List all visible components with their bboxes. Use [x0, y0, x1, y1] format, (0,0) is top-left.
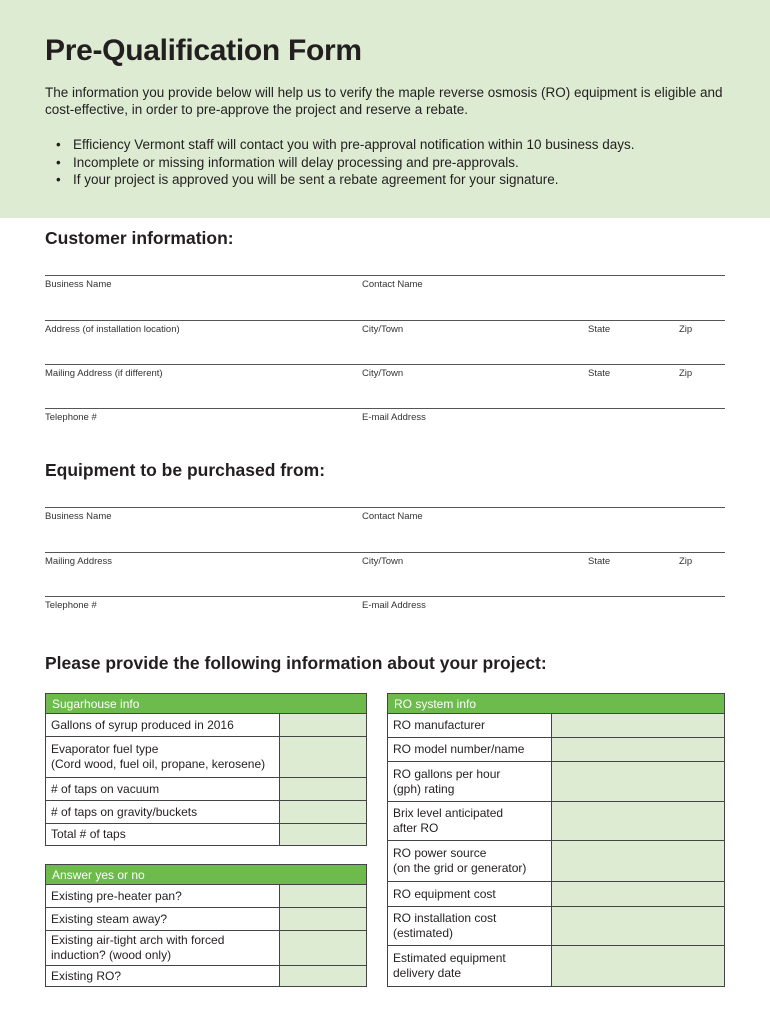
total-taps-input[interactable]: [280, 824, 366, 845]
table-row-label: RO manufacturer: [388, 714, 552, 737]
ro-gph-input[interactable]: [552, 762, 724, 801]
table-row: [46, 931, 366, 966]
vendor-contact-name-field[interactable]: Contact Name: [362, 511, 423, 522]
brix-level-input[interactable]: [552, 802, 724, 840]
table-row-label: Existing RO?: [46, 966, 280, 986]
vendor-city-field[interactable]: City/Town: [362, 556, 404, 567]
mailing-zip-field[interactable]: Zip: [679, 368, 693, 379]
customer-heading: Customer information:: [45, 228, 234, 248]
yes-no-table: [45, 864, 367, 987]
customer-row-1: [45, 275, 725, 319]
table-row: [388, 882, 724, 907]
vendor-row-3: [45, 596, 725, 640]
page-title: Pre-Qualification Form: [45, 34, 362, 67]
table-row: [388, 802, 724, 841]
customer-row-2: [45, 320, 725, 364]
project-heading: Please provide the following information about your project:: [45, 653, 547, 673]
ro-manufacturer-input[interactable]: [552, 714, 724, 737]
vendor-business-name-field[interactable]: Business Name: [45, 511, 112, 522]
table-row-label: Total # of taps: [46, 824, 280, 845]
taps-gravity-input[interactable]: [280, 801, 366, 823]
preheater-pan-input[interactable]: [280, 885, 366, 907]
vendor-telephone-field[interactable]: Telephone #: [45, 600, 97, 611]
table-row: [46, 885, 366, 908]
table-row-label: # of taps on gravity/buckets: [46, 801, 280, 823]
table-row: [388, 907, 724, 946]
table-row-label: Gallons of syrup produced in 2016: [46, 714, 280, 736]
ro-model-input[interactable]: [552, 738, 724, 761]
table-row-label: RO equipment cost: [388, 882, 552, 906]
zip-field[interactable]: Zip: [679, 324, 693, 335]
table-row: [46, 737, 366, 778]
list-item: • Incomplete or missing information will delay processing and pre-approvals.: [56, 154, 635, 172]
intro-text: The information you provide below will help us to verify the maple reverse osmosis (RO) equipment is eligible and cost-effective, in order to pre-approve the project and reserve a rebate.: [45, 85, 723, 117]
email-field[interactable]: E-mail Address: [362, 412, 426, 423]
ro-power-source-input[interactable]: [552, 841, 724, 881]
air-tight-arch-input[interactable]: [280, 931, 366, 965]
table-row: [388, 841, 724, 882]
vendor-row-2: [45, 552, 725, 596]
mailing-city-field[interactable]: City/Town: [362, 368, 404, 379]
syrup-gallons-input[interactable]: [280, 714, 366, 736]
sugarhouse-info-header: Sugarhouse info: [46, 694, 366, 714]
mailing-state-field[interactable]: State: [588, 368, 611, 379]
list-item: • If your project is approved you will be sent a rebate agreement for your signature.: [56, 171, 635, 189]
customer-row-3: [45, 364, 725, 408]
vendor-row-1: [45, 507, 725, 551]
table-row-label: RO gallons per hour (gph) rating: [388, 762, 552, 801]
ro-equipment-cost-input[interactable]: [552, 882, 724, 906]
steam-away-input[interactable]: [280, 908, 366, 930]
contact-name-field[interactable]: Contact Name: [362, 279, 423, 290]
sugarhouse-info-table: [45, 693, 367, 846]
vendor-email-field[interactable]: E-mail Address: [362, 600, 426, 611]
vendor-zip-field[interactable]: Zip: [679, 556, 693, 567]
table-row: [388, 738, 724, 762]
table-row-label: RO model number/name: [388, 738, 552, 761]
business-name-field[interactable]: Business Name: [45, 279, 112, 290]
customer-row-4: [45, 408, 725, 452]
state-field[interactable]: State: [588, 324, 611, 335]
list-item: • Efficiency Vermont staff will contact you with pre-approval notification within 10 business days.: [56, 136, 635, 154]
vendor-mailing-address-field[interactable]: Mailing Address: [45, 556, 113, 567]
ro-installation-cost-input[interactable]: [552, 907, 724, 945]
table-row-label: Existing air-tight arch with forced induction? (wood only): [46, 931, 280, 965]
table-row-label: # of taps on vacuum: [46, 778, 280, 800]
table-row: [388, 714, 724, 738]
telephone-field[interactable]: Telephone #: [45, 412, 97, 423]
delivery-date-input[interactable]: [552, 946, 724, 986]
taps-vacuum-input[interactable]: [280, 778, 366, 800]
vendor-state-field[interactable]: State: [588, 556, 611, 567]
table-row: [46, 966, 366, 986]
table-row: [46, 778, 366, 801]
fuel-type-input[interactable]: [280, 737, 366, 777]
instructions-list: [56, 136, 635, 189]
table-row: [388, 762, 724, 802]
table-row-label: Estimated equipment delivery date: [388, 946, 552, 986]
address-field[interactable]: Address (of installation location): [45, 324, 180, 335]
table-row: [46, 908, 366, 931]
table-row-label: Evaporator fuel type (Cord wood, fuel oil, propane, kerosene): [46, 737, 280, 777]
table-row-label: RO power source (on the grid or generator): [388, 841, 552, 881]
existing-ro-input[interactable]: [280, 966, 366, 986]
ro-system-header: RO system info: [388, 694, 724, 714]
yes-no-header: Answer yes or no: [46, 865, 366, 885]
table-row: [46, 801, 366, 824]
table-row: [46, 824, 366, 845]
table-row-label: Existing steam away?: [46, 908, 280, 930]
table-row-label: Brix level anticipated after RO: [388, 802, 552, 840]
table-row-label: RO installation cost (estimated): [388, 907, 552, 945]
ro-system-table: [387, 693, 725, 987]
table-row: [388, 946, 724, 986]
table-row-label: Existing pre-heater pan?: [46, 885, 280, 907]
table-row: [46, 714, 366, 737]
city-field[interactable]: City/Town: [362, 324, 404, 335]
header-banner: [0, 0, 770, 218]
mailing-address-field[interactable]: Mailing Address (if different): [45, 368, 163, 379]
vendor-heading: Equipment to be purchased from:: [45, 460, 326, 480]
